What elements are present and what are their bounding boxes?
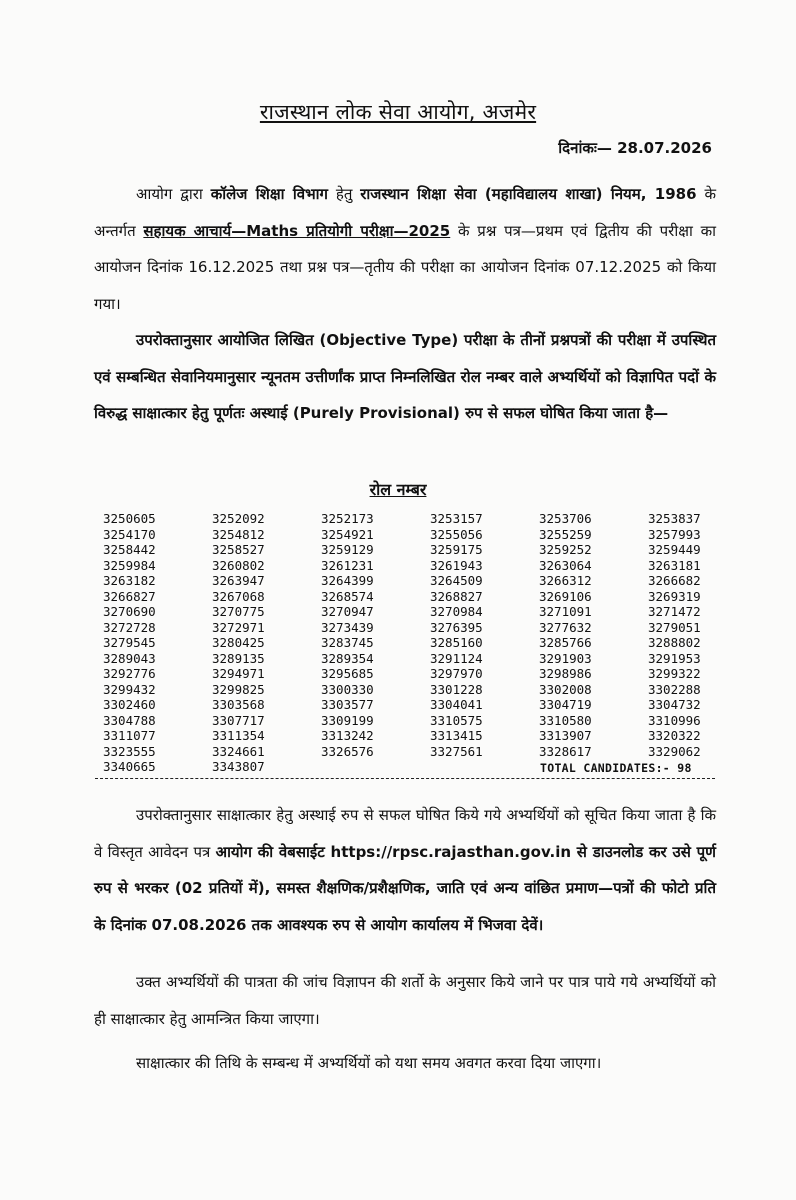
total-candidates: TOTAL CANDIDATES:- 98 — [540, 761, 692, 775]
roll-number: 3297970 — [430, 666, 483, 681]
roll-number: 3266827 — [103, 588, 156, 604]
roll-number: 3261943 — [430, 557, 483, 573]
roll-number: 3327561 — [430, 743, 483, 759]
roll-number: 3269319 — [648, 588, 701, 604]
roll-number: 3304719 — [539, 697, 592, 712]
roll-number: 3310580 — [539, 712, 592, 728]
roll-number: 3271472 — [648, 604, 701, 619]
roll-number: 3295685 — [321, 666, 374, 681]
department-name: कॉलेज शिक्षा विभाग — [210, 185, 328, 203]
roll-number: 3264509 — [430, 573, 483, 588]
roll-number: 3254812 — [212, 526, 265, 542]
roll-number: 3264399 — [321, 573, 374, 588]
roll-number: 3329062 — [648, 743, 701, 759]
roll-number: 3311354 — [212, 728, 265, 743]
roll-number: 3263064 — [539, 557, 592, 573]
exam-name: सहायक आचार्य—Maths प्रतियोगी परीक्षा—2025 — [143, 221, 451, 240]
roll-number: 3270690 — [103, 604, 156, 619]
roll-number: 3289354 — [321, 650, 374, 666]
roll-number: 3343807 — [212, 759, 265, 774]
roll-number: 3263181 — [648, 557, 701, 573]
roll-number: 3313415 — [430, 728, 483, 743]
roll-number: 3266682 — [648, 573, 701, 588]
dashed-divider — [95, 778, 715, 779]
interview-date-paragraph: साक्षात्कार की तिथि के सम्बन्ध में अभ्यर्थियों को यथा समय अवगत करवा दिया जाएगा। — [136, 1054, 602, 1072]
roll-number: 3303568 — [212, 697, 265, 712]
roll-number: 3263947 — [212, 573, 265, 588]
roll-number: 3304041 — [430, 697, 483, 712]
roll-number: 3268827 — [430, 588, 483, 604]
roll-number: 3311077 — [103, 728, 156, 743]
roll-number: 3299432 — [103, 681, 156, 697]
roll-number: 3254921 — [321, 526, 374, 542]
roll-number: 3324661 — [212, 743, 265, 759]
roll-number: 3252173 — [321, 511, 374, 526]
instructions-text: उपरोक्तानुसार साक्षात्कार हेतु अस्थाई रुप से सफल घोषित किये गये अभ्यर्थियों को सूचित किया जाता है कि वे विस्तृत आवेदन पत्र — [94, 806, 716, 861]
roll-number: 3292776 — [103, 666, 156, 681]
roll-number: 3250605 — [103, 511, 156, 526]
roll-number: 3277632 — [539, 619, 592, 635]
roll-number: 3313242 — [321, 728, 374, 743]
roll-number: 3258442 — [103, 542, 156, 557]
roll-number: 3320322 — [648, 728, 701, 743]
roll-number: 3310575 — [430, 712, 483, 728]
roll-number: 3254170 — [103, 526, 156, 542]
roll-number: 3303577 — [321, 697, 374, 712]
roll-number: 3302288 — [648, 681, 701, 697]
roll-number: 3309199 — [321, 712, 374, 728]
roll-number: 3259449 — [648, 542, 701, 557]
roll-number: 3253837 — [648, 511, 701, 526]
page-title: राजस्थान लोक सेवा आयोग, अजमेर — [259, 100, 537, 124]
roll-number: 3255259 — [539, 526, 592, 542]
roll-number: 3291903 — [539, 650, 592, 666]
roll-number: 3288802 — [648, 635, 701, 650]
roll-number: 3267068 — [212, 588, 265, 604]
roll-number: 3291953 — [648, 650, 701, 666]
roll-number: 3258527 — [212, 542, 265, 557]
roll-number: 3276395 — [430, 619, 483, 635]
intro-text-4: के प्रश्न पत्र—प्रथम एवं द्वितीय की परीक्षा का आयोजन दिनांक 16.12.2025 तथा प्रश्न पत्र—तृतीय की परीक्षा का आयोजन दिनांक 07.12.2025 को किया गया। — [94, 221, 716, 313]
roll-number: 3299322 — [648, 666, 701, 681]
roll-number: 3260802 — [212, 557, 265, 573]
roll-number: 3268574 — [321, 588, 374, 604]
instructions-bold-text: आयोग की वेबसाईट https://rpsc.rajasthan.gov.in से डाउनलोड कर उसे पूर्ण रुप से भरकर (02 प्रतियों में), समस्त शैक्षणिक/प्रशैक्षणिक, जाति एवं अन्य वांछित प्रमाण—पत्रों की फोटो प्रति के दिनांक 07.08.2026 तक आवश्यक रुप से आयोग कार्यालय में भिजवा देवें। — [94, 842, 716, 934]
roll-number: 3301228 — [430, 681, 483, 697]
roll-number: 3299825 — [212, 681, 265, 697]
intro-paragraph — [94, 176, 716, 322]
roll-number-grid — [103, 511, 757, 775]
roll-number: 3300330 — [321, 681, 374, 697]
roll-number: 3328617 — [539, 743, 592, 759]
roll-number: 3252092 — [212, 511, 265, 526]
roll-number: 3313907 — [539, 728, 592, 743]
roll-number: 3259129 — [321, 542, 374, 557]
roll-number: 3285766 — [539, 635, 592, 650]
roll-number: 3253706 — [539, 511, 592, 526]
roll-number: 3255056 — [430, 526, 483, 542]
roll-number: 3257993 — [648, 526, 701, 542]
roll-number: 3253157 — [430, 511, 483, 526]
notice-date: दिनांकः— 28.07.2026 — [558, 139, 712, 157]
roll-number: 3283745 — [321, 635, 374, 650]
roll-number: 3307717 — [212, 712, 265, 728]
intro-text-3: के अन्तर्गत — [94, 185, 716, 240]
roll-number: 3273439 — [321, 619, 374, 635]
eligibility-paragraph: उक्त अभ्यर्थियों की पात्रता की जांच विज्ञापन की शर्तो के अनुसार किये जाने पर पात्र पाये गये अभ्यर्थियों को ही साक्षात्कार हेतु आमन्त्रित किया जाएगा। — [94, 973, 716, 1028]
roll-number: 3289043 — [103, 650, 156, 666]
roll-number: 3304732 — [648, 697, 701, 712]
roll-number: 3279051 — [648, 619, 701, 635]
roll-number: 3266312 — [539, 573, 592, 588]
roll-number: 3340665 — [103, 759, 156, 774]
roll-number: 3259984 — [103, 557, 156, 573]
roll-number: 3302460 — [103, 697, 156, 712]
roll-number: 3285160 — [430, 635, 483, 650]
roll-number: 3272971 — [212, 619, 265, 635]
roll-number: 3326576 — [321, 743, 374, 759]
roll-number: 3270775 — [212, 604, 265, 619]
roll-number: 3304788 — [103, 712, 156, 728]
roll-number: 3263182 — [103, 573, 156, 588]
roll-number: 3270984 — [430, 604, 483, 619]
roll-number: 3259252 — [539, 542, 592, 557]
instructions-paragraph — [94, 797, 716, 943]
roll-number: 3298986 — [539, 666, 592, 681]
roll-number: 3271091 — [539, 604, 592, 619]
result-declaration-paragraph: उपरोक्तानुसार आयोजित लिखित (Objective Type) परीक्षा के तीनों प्रश्नपत्रों की परीक्षा में उपस्थित एवं सम्बन्धित सेवानियमानुसार न्यूनतम उत्तीर्णांक प्राप्त निम्नलिखित रोल नम्बर वाले अभ्यर्थियों को विज्ञापित पदों के विरुद्ध साक्षात्कार हेतु पूर्णतः अस्थाई (Purely Provisional) रुप से सफल घोषित किया जाता है— — [94, 331, 716, 422]
roll-number: 3261231 — [321, 557, 374, 573]
roll-number: 3280425 — [212, 635, 265, 650]
roll-number: 3279545 — [103, 635, 156, 650]
roll-number: 3310996 — [648, 712, 701, 728]
roll-number-heading: रोल नम्बर — [369, 480, 427, 499]
intro-text-2: हेतु — [327, 185, 361, 203]
roll-number: 3272728 — [103, 619, 156, 635]
roll-number: 3294971 — [212, 666, 265, 681]
roll-number: 3291124 — [430, 650, 483, 666]
roll-number: 3302008 — [539, 681, 592, 697]
intro-text-1: आयोग द्वारा — [136, 185, 211, 203]
roll-number: 3269106 — [539, 588, 592, 604]
service-rules: राजस्थान शिक्षा सेवा (महाविद्यालय शाखा) नियम, 1986 — [360, 185, 697, 203]
roll-number: 3259175 — [430, 542, 483, 557]
roll-number: 3289135 — [212, 650, 265, 666]
roll-number: 3323555 — [103, 743, 156, 759]
roll-number: 3270947 — [321, 604, 374, 619]
